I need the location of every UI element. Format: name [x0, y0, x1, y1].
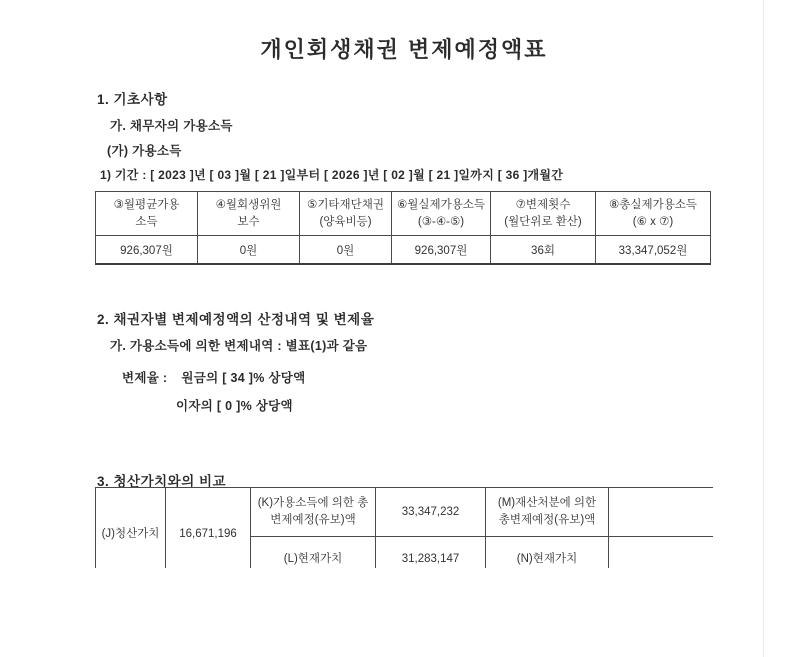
cell-total-planned-repayment-value: 33,347,232: [376, 488, 486, 537]
page-right-edge: [763, 0, 764, 657]
section2-heading: 2. 채권자별 변제예정액의 산정내역 및 변제율: [97, 312, 375, 327]
header-line: 보수: [237, 215, 260, 228]
repayment-rate-label: 변제율 :: [122, 371, 168, 385]
income-table-value-row: [96, 236, 711, 265]
income-table-header-row: [96, 192, 711, 236]
header-line: ⑥월실제가용소득: [396, 198, 486, 211]
cell-total-planned-repayment-label: [251, 488, 376, 537]
cell-liquidation-value: 16,671,196: [166, 488, 251, 569]
header-other-estate-claims: [300, 192, 392, 236]
cell-monthly-avg-income: 926,307원: [96, 236, 198, 265]
header-monthly-avg-income: [96, 192, 198, 236]
liquidation-table-row-1: [96, 488, 714, 537]
section1-subheading-available-income: (가) 가용소득: [107, 144, 182, 158]
header-line: 소득: [135, 215, 158, 228]
period-line: 1) 기간 : [ 2023 ]년 [ 03 ]월 [ 21 ]일부터 [ 2026 ]년 [ 02 ]월 [ 21 ]일까지 [ 36 ]개월간: [100, 168, 564, 182]
header-line: ⑧총실제가용소득: [608, 198, 698, 211]
section1-heading: 1. 기초사항: [97, 92, 168, 107]
label-line: (K)가용소득에 의한 총: [257, 497, 369, 510]
cell-present-value: 31,283,147: [376, 537, 486, 569]
header-line: (③-④-⑤): [417, 215, 465, 228]
label-line: (M)재산처분에 의한: [497, 497, 597, 510]
header-line: ⑦변제횟수: [515, 198, 571, 211]
header-monthly-actual-income: [392, 192, 491, 236]
liquidation-table: [95, 487, 713, 568]
header-repayment-count: [491, 192, 596, 236]
header-line: ⑤기타재단채권: [307, 198, 384, 211]
document-body: [95, 0, 713, 657]
repayment-rate-principal-line: [122, 368, 306, 386]
cell-asset-present-value: [609, 537, 714, 569]
cell-repayment-count: 36회: [491, 236, 596, 265]
header-trustee-fee: [198, 192, 300, 236]
header-total-actual-income: [596, 192, 711, 236]
repayment-rate-interest: 이자의 [ 0 ]% 상당액: [176, 399, 293, 413]
section3-heading: 3. 청산가치와의 비교: [97, 474, 227, 489]
header-line: (양육비등): [319, 215, 372, 228]
section2-subheading-repayment-detail: 가. 가용소득에 의한 변제내역 : 별표(1)과 같음: [110, 339, 368, 353]
repayment-rate-interest-line: [176, 396, 293, 414]
header-line: (월단위로 환산): [504, 215, 582, 228]
liquidation-table-container: [95, 487, 713, 568]
income-table: [95, 191, 711, 265]
header-line: ③월평균가용: [113, 198, 180, 211]
label-line: 총변제예정(유보)액: [498, 514, 596, 526]
page-title: 개인회생채권 변제예정액표: [260, 37, 548, 62]
repayment-rate-principal: 원금의 [ 34 ]% 상당액: [181, 371, 306, 385]
label-line: 변제예정(유보)액: [270, 514, 356, 526]
cell-asset-disposal-repayment-value: [609, 488, 714, 537]
section1-subheading-debtor-income: 가. 채무자의 가용소득: [110, 119, 233, 133]
cell-total-actual-income: 33,347,052원: [596, 236, 711, 265]
cell-trustee-fee: 0원: [198, 236, 300, 265]
cell-asset-disposal-repayment-label: [486, 488, 609, 537]
header-line: ④월회생위원: [215, 198, 282, 211]
header-line: (⑥ x ⑦): [632, 215, 674, 228]
cell-asset-present-value-label: (N)현재가치: [486, 537, 609, 569]
cell-liquidation-value-label: (J)청산가치: [96, 488, 166, 569]
cell-present-value-label: (L)현재가치: [251, 537, 376, 569]
cell-monthly-actual-income: 926,307원: [392, 236, 491, 265]
income-table-container: [95, 191, 711, 265]
cell-other-estate-claims: 0원: [300, 236, 392, 265]
